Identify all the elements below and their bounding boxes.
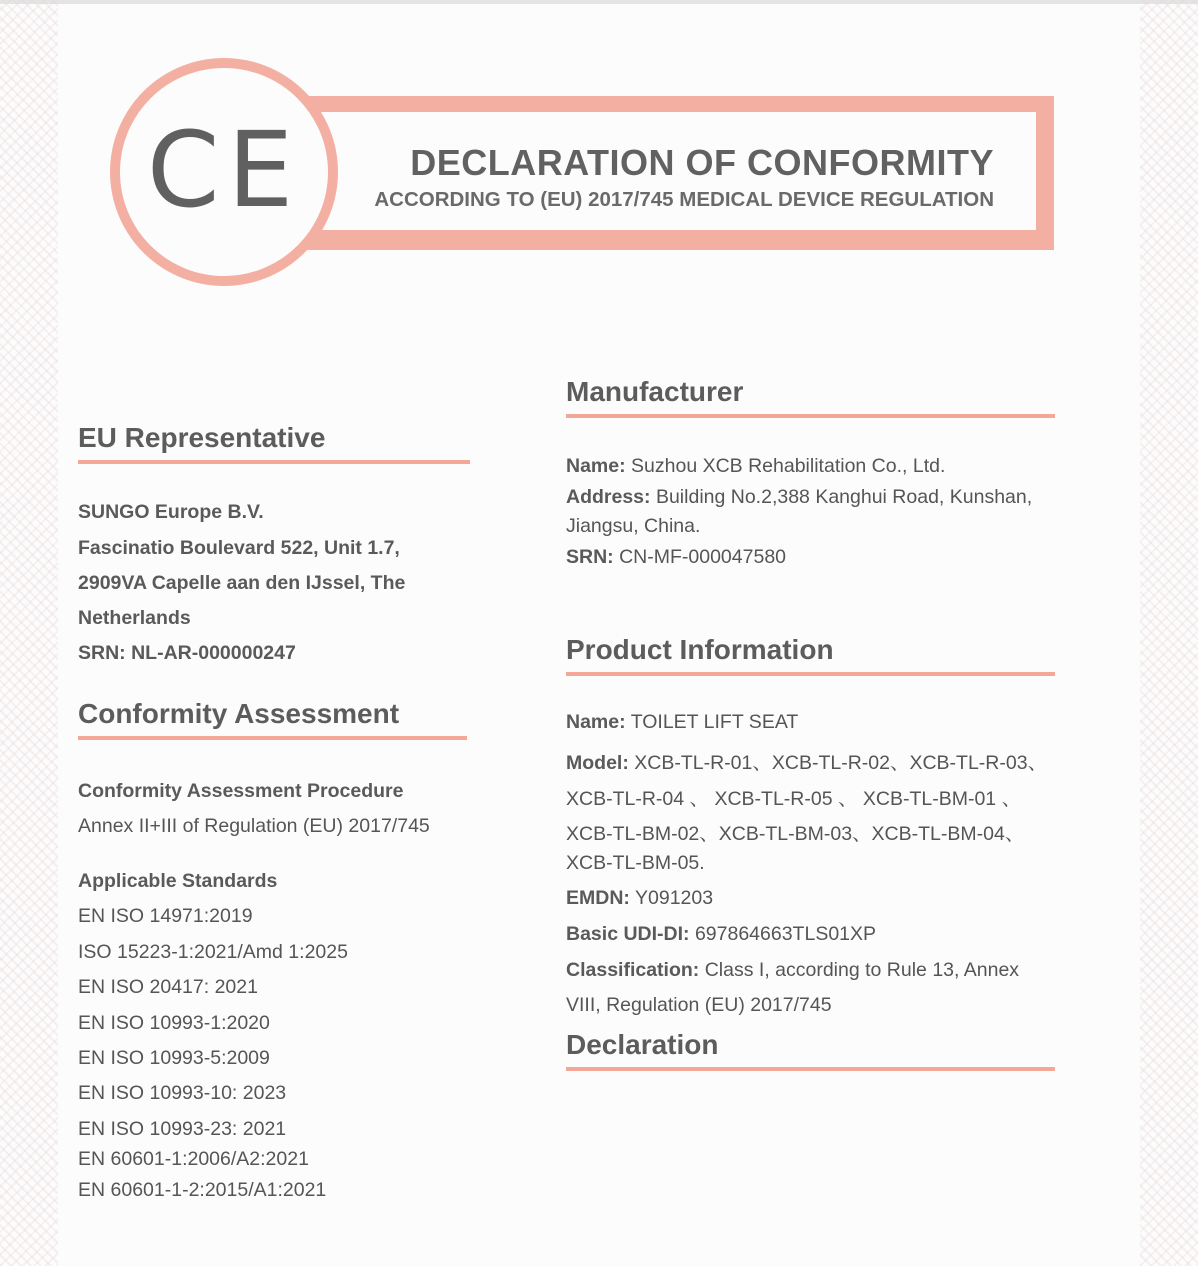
- page-title: DECLARATION OF CONFORMITY: [410, 142, 994, 183]
- product-emdn: [566, 887, 713, 910]
- standard-item: EN 60601-1-2:2015/A1:2021: [78, 1179, 327, 1201]
- manufacturer-name-label: Name:: [566, 455, 626, 477]
- eu-representative-heading: EU Representative: [78, 422, 470, 464]
- standard-item: EN 60601-1:2006/A2:2021: [78, 1148, 309, 1170]
- product-name-value: TOILET LIFT SEAT: [630, 711, 799, 733]
- product-information-heading: Product Information: [566, 634, 1055, 676]
- product-model-line1: XCB-TL-R-01、XCB-TL-R-02、XCB-TL-R-03、: [634, 752, 1048, 774]
- ce-mark-icon: CE: [146, 109, 302, 231]
- right-guilloche-border: [1140, 0, 1198, 1266]
- eu-rep-address-line3: Netherlands: [78, 607, 191, 629]
- product-classification-line2: VIII, Regulation (EU) 2017/745: [566, 994, 832, 1016]
- product-model-line3: XCB-TL-BM-02、XCB-TL-BM-03、XCB-TL-BM-04、: [566, 823, 1025, 845]
- manufacturer-srn: [566, 546, 786, 569]
- eu-rep-address-line1: Fascinatio Boulevard 522, Unit 1.7,: [78, 537, 400, 559]
- product-udi-value: 697864663TLS01XP: [694, 923, 877, 945]
- product-emdn-label: EMDN:: [566, 887, 630, 909]
- ce-logo: [110, 58, 338, 286]
- conformity-assessment-heading: Conformity Assessment: [78, 698, 467, 740]
- standard-item: EN ISO 10993-1:2020: [78, 1012, 270, 1034]
- left-guilloche-border: [0, 0, 58, 1266]
- standards-label: Applicable Standards: [78, 870, 278, 892]
- product-classification-line1: Class I, according to Rule 13, Annex: [704, 959, 1020, 981]
- procedure-value: Annex II+III of Regulation (EU) 2017/745: [78, 815, 430, 837]
- product-udi-label: Basic UDI-DI:: [566, 923, 690, 945]
- product-name: [566, 711, 798, 734]
- standard-item: EN ISO 20417: 2021: [78, 976, 258, 998]
- manufacturer-heading: Manufacturer: [566, 376, 1055, 418]
- product-model-line4: XCB-TL-BM-05.: [566, 852, 705, 874]
- product-emdn-value: Y091203: [635, 887, 714, 909]
- standard-item: ISO 15223-1:2021/Amd 1:2025: [78, 941, 348, 963]
- eu-rep-company: SUNGO Europe B.V.: [78, 501, 264, 523]
- product-model: [566, 747, 1047, 775]
- manufacturer-srn-value: CN-MF-000047580: [619, 546, 787, 568]
- manufacturer-address-line2: Jiangsu, China.: [566, 515, 701, 537]
- product-model-line2: XCB-TL-R-04 、 XCB-TL-R-05 、 XCB-TL-BM-01 、: [566, 788, 1022, 810]
- eu-rep-srn: SRN: NL-AR-000000247: [78, 642, 296, 664]
- manufacturer-address-label: Address:: [566, 486, 651, 508]
- manufacturer-srn-label: SRN:: [566, 546, 614, 568]
- manufacturer-address-value: Building No.2,388 Kanghui Road, Kunshan,: [655, 486, 1033, 508]
- standard-item: EN ISO 10993-10: 2023: [78, 1082, 287, 1104]
- product-classification-label: Classification:: [566, 959, 700, 981]
- top-border: [0, 0, 1198, 4]
- standard-item: EN ISO 14971:2019: [78, 905, 253, 927]
- procedure-label: Conformity Assessment Procedure: [78, 780, 404, 802]
- product-classification: [566, 959, 1019, 982]
- product-name-label: Name:: [566, 711, 626, 733]
- product-model-label: Model:: [566, 752, 629, 774]
- manufacturer-address: [566, 486, 1032, 509]
- declaration-heading: Declaration: [566, 1029, 1055, 1071]
- product-udi: [566, 923, 876, 946]
- manufacturer-name-value: Suzhou XCB Rehabilitation Co., Ltd.: [631, 455, 946, 477]
- standard-item: EN ISO 10993-23: 2021: [78, 1118, 287, 1140]
- standard-item: EN ISO 10993-5:2009: [78, 1047, 270, 1069]
- manufacturer-name: [566, 455, 945, 478]
- eu-rep-address-line2: 2909VA Capelle aan den IJssel, The: [78, 572, 406, 594]
- page-subtitle: ACCORDING TO (EU) 2017/745 MEDICAL DEVICE REGULATION: [374, 188, 994, 211]
